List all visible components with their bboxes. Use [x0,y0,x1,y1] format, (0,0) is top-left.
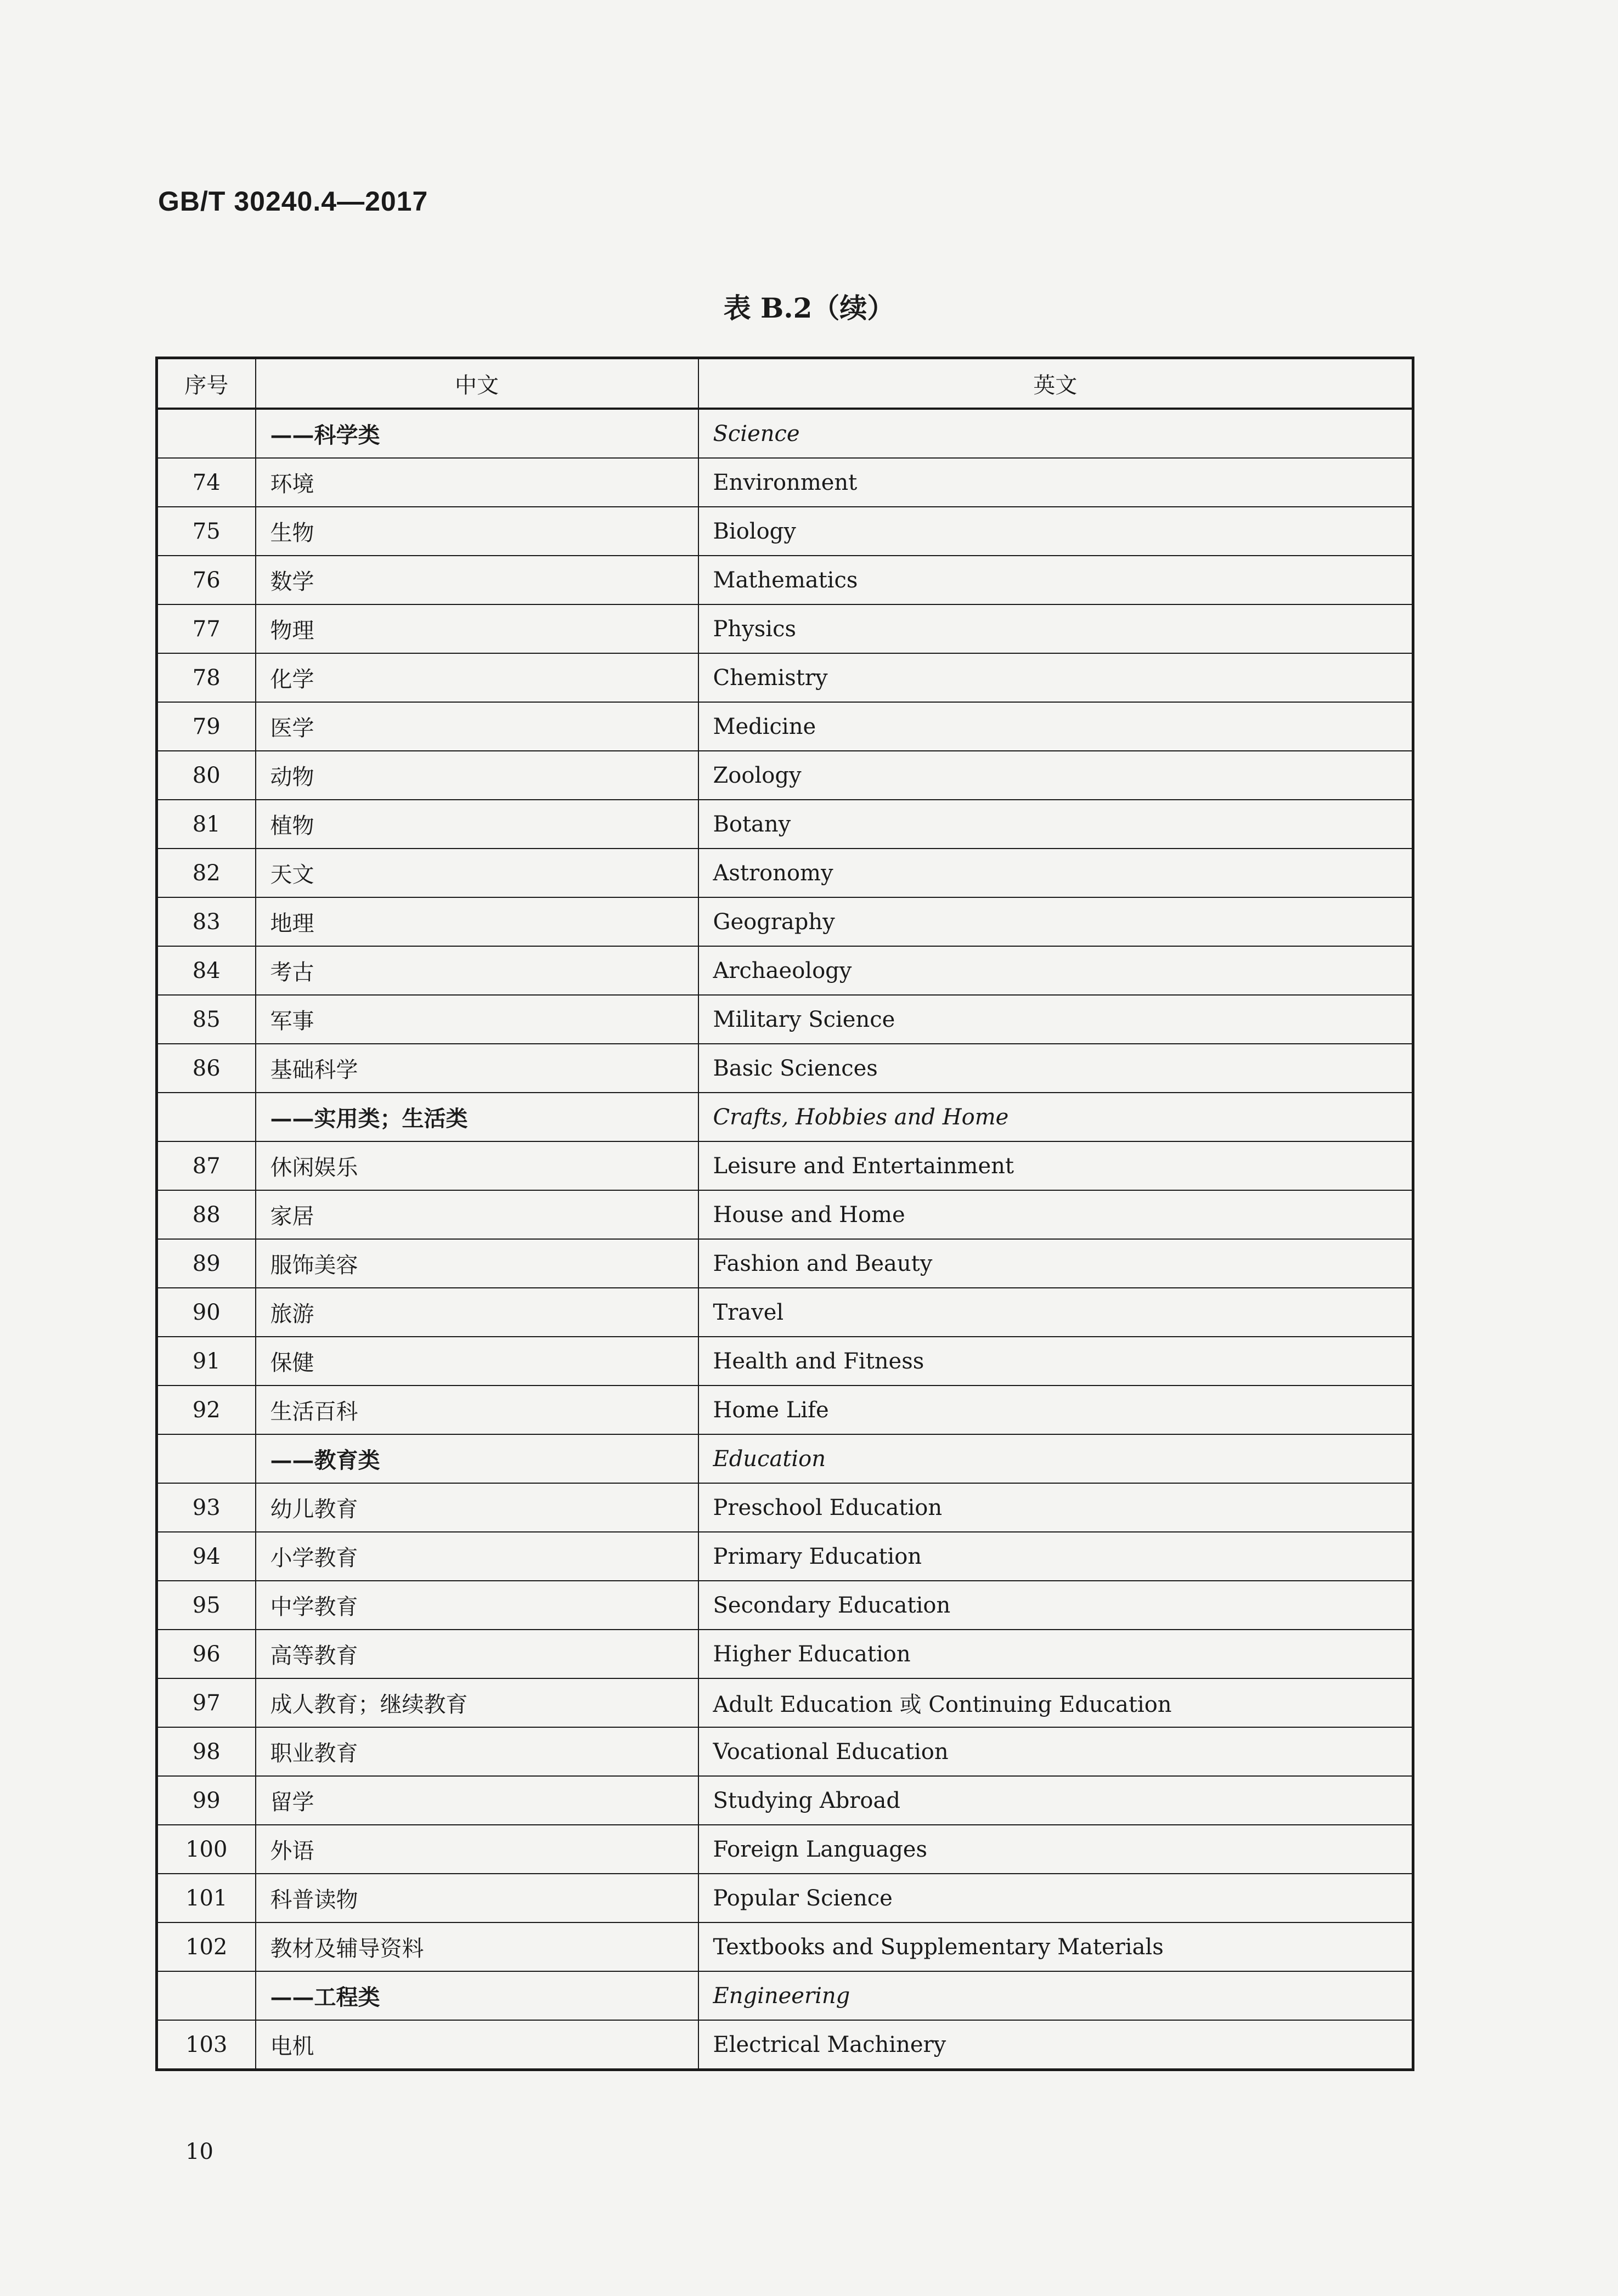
english-term: Studying Abroad [698,1776,1413,1825]
chinese-term: 服饰美容 [256,1239,698,1288]
english-term: Home Life [698,1385,1413,1434]
chinese-term: 成人教育；继续教育 [256,1678,698,1727]
english-term: Preschool Education [698,1483,1413,1532]
english-term: Popular Science [698,1874,1413,1922]
english-term: Fashion and Beauty [698,1239,1413,1288]
table-row [157,1825,1413,1874]
english-term: Biology [698,507,1413,556]
chinese-term: 教材及辅导资料 [256,1922,698,1971]
table-row [157,458,1413,507]
chinese-term: 小学教育 [256,1532,698,1581]
row-number: 98 [157,1727,256,1776]
row-number: 93 [157,1483,256,1532]
column-header-chinese: 中文 [256,358,698,409]
table-row [157,1874,1413,1922]
row-number: 90 [157,1288,256,1337]
chinese-term: 高等教育 [256,1630,698,1678]
english-term: Medicine [698,702,1413,751]
row-number: 75 [157,507,256,556]
row-number: 79 [157,702,256,751]
chinese-term: ——科学类 [256,409,698,458]
table-row [157,1239,1413,1288]
table-row [157,800,1413,849]
page-number: 10 [185,2139,213,2164]
row-number [157,1971,256,2020]
chinese-term: 动物 [256,751,698,800]
chinese-term: 生活百科 [256,1385,698,1434]
row-number: 99 [157,1776,256,1825]
table-row [157,897,1413,946]
english-term: Electrical Machinery [698,2020,1413,2070]
table-row [157,1044,1413,1093]
row-number: 82 [157,849,256,897]
chinese-term: 外语 [256,1825,698,1874]
english-term: Health and Fitness [698,1337,1413,1385]
table-row [157,2020,1413,2070]
chinese-term: 地理 [256,897,698,946]
column-header-number: 序号 [157,358,256,409]
table-row [157,1190,1413,1239]
table-row [157,1483,1413,1532]
chinese-term: ——实用类；生活类 [256,1093,698,1141]
row-number: 80 [157,751,256,800]
row-number: 86 [157,1044,256,1093]
english-term: Education [698,1434,1413,1483]
category-row [157,1093,1413,1141]
chinese-term: 保健 [256,1337,698,1385]
table-row [157,556,1413,604]
chinese-term: ——教育类 [256,1434,698,1483]
chinese-term: ——工程类 [256,1971,698,2020]
row-number: 84 [157,946,256,995]
table-row [157,1385,1413,1434]
table-header-row [157,358,1413,409]
category-row [157,1434,1413,1483]
row-number: 100 [157,1825,256,1874]
english-term: Crafts, Hobbies and Home [698,1093,1413,1141]
row-number: 81 [157,800,256,849]
table-row [157,1337,1413,1385]
english-term: Secondary Education [698,1581,1413,1630]
chinese-term: 留学 [256,1776,698,1825]
chinese-term: 幼儿教育 [256,1483,698,1532]
table-row [157,1776,1413,1825]
table-body [157,409,1413,2070]
english-term: Leisure and Entertainment [698,1141,1413,1190]
english-term: Zoology [698,751,1413,800]
chinese-term: 中学教育 [256,1581,698,1630]
category-row [157,409,1413,458]
chinese-term: 植物 [256,800,698,849]
row-number: 96 [157,1630,256,1678]
row-number: 102 [157,1922,256,1971]
english-term: Archaeology [698,946,1413,995]
english-term: Chemistry [698,653,1413,702]
column-header-english: 英文 [698,358,1413,409]
row-number: 83 [157,897,256,946]
chinese-term: 环境 [256,458,698,507]
table-row [157,604,1413,653]
english-term: House and Home [698,1190,1413,1239]
chinese-term: 基础科学 [256,1044,698,1093]
terms-table [155,357,1414,2071]
row-number: 74 [157,458,256,507]
table-title: 表 B.2（续） [723,292,895,324]
row-number: 87 [157,1141,256,1190]
table-row [157,1630,1413,1678]
english-term: Physics [698,604,1413,653]
english-term: Travel [698,1288,1413,1337]
row-number: 97 [157,1678,256,1727]
row-number: 78 [157,653,256,702]
standard-code: GB/T 30240.4—2017 [158,186,429,217]
table-row [157,849,1413,897]
table-row [157,1922,1413,1971]
row-number: 89 [157,1239,256,1288]
row-number: 77 [157,604,256,653]
table-row [157,1532,1413,1581]
table-row [157,1288,1413,1337]
english-term: Science [698,409,1413,458]
english-term: Higher Education [698,1630,1413,1678]
chinese-term: 旅游 [256,1288,698,1337]
chinese-term: 天文 [256,849,698,897]
row-number [157,1434,256,1483]
english-term: Environment [698,458,1413,507]
chinese-term: 休闲娱乐 [256,1141,698,1190]
row-number: 103 [157,2020,256,2070]
table-row [157,751,1413,800]
table-row [157,653,1413,702]
table-row [157,1678,1413,1727]
english-term: Military Science [698,995,1413,1044]
table-row [157,995,1413,1044]
chinese-term: 职业教育 [256,1727,698,1776]
english-term: Astronomy [698,849,1413,897]
row-number: 92 [157,1385,256,1434]
chinese-term: 科普读物 [256,1874,698,1922]
english-term: Primary Education [698,1532,1413,1581]
chinese-term: 化学 [256,653,698,702]
chinese-term: 医学 [256,702,698,751]
chinese-term: 考古 [256,946,698,995]
table-row [157,1581,1413,1630]
row-number: 85 [157,995,256,1044]
chinese-term: 物理 [256,604,698,653]
english-term: Basic Sciences [698,1044,1413,1093]
english-term: Adult Education 或 Continuing Education [698,1678,1413,1727]
chinese-term: 电机 [256,2020,698,2070]
english-term: Botany [698,800,1413,849]
row-number: 95 [157,1581,256,1630]
english-term: Vocational Education [698,1727,1413,1776]
row-number: 94 [157,1532,256,1581]
table-row [157,1141,1413,1190]
category-row [157,1971,1413,2020]
english-term: Mathematics [698,556,1413,604]
chinese-term: 军事 [256,995,698,1044]
english-term: Geography [698,897,1413,946]
chinese-term: 数学 [256,556,698,604]
row-number [157,409,256,458]
row-number: 101 [157,1874,256,1922]
chinese-term: 家居 [256,1190,698,1239]
english-term: Foreign Languages [698,1825,1413,1874]
table-row [157,1727,1413,1776]
table-row [157,946,1413,995]
chinese-term: 生物 [256,507,698,556]
table-row [157,702,1413,751]
row-number [157,1093,256,1141]
row-number: 88 [157,1190,256,1239]
english-term: Engineering [698,1971,1413,2020]
table-row [157,507,1413,556]
row-number: 76 [157,556,256,604]
english-term: Textbooks and Supplementary Materials [698,1922,1413,1971]
row-number: 91 [157,1337,256,1385]
